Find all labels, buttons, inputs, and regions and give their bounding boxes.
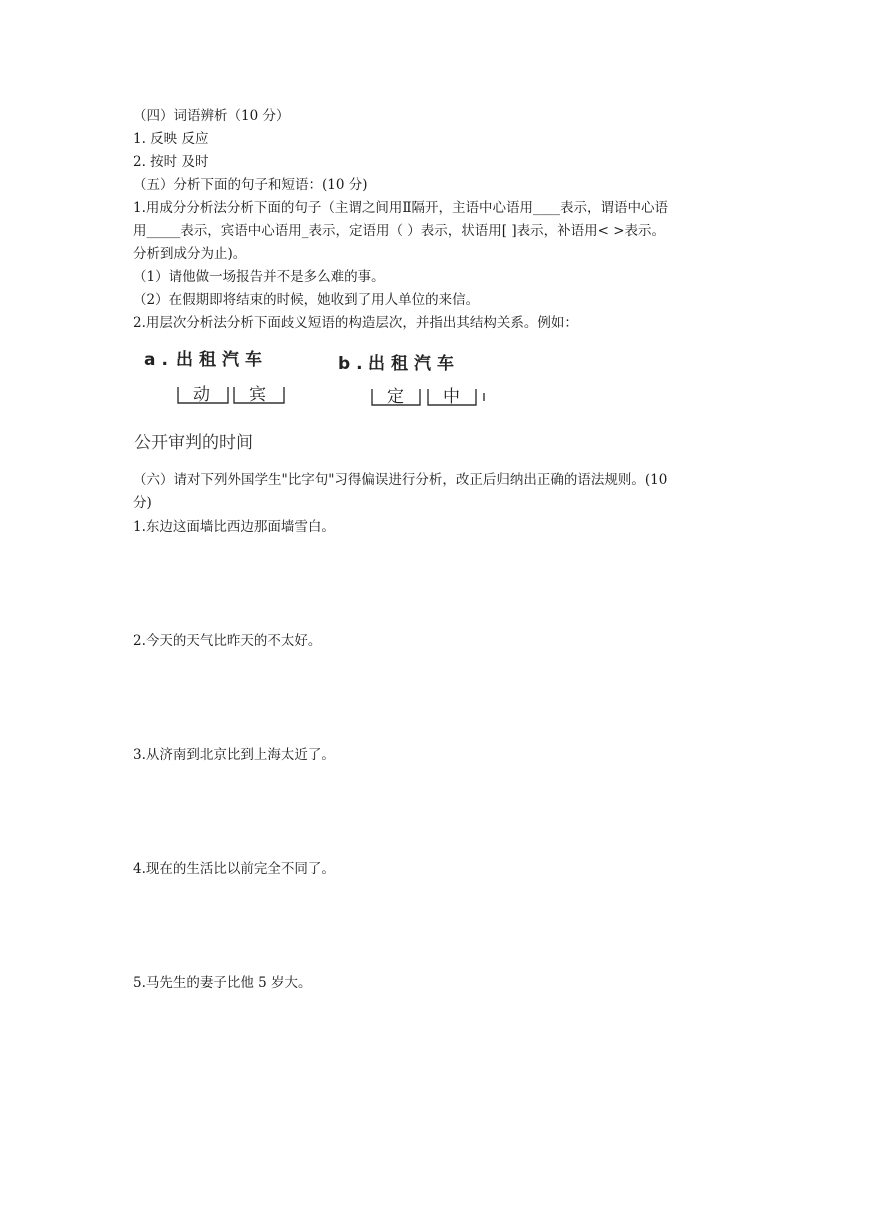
example-a-phrase: 出租汽车 (176, 350, 268, 370)
example-a-label: a. (144, 350, 174, 370)
example-b-part-2: 中 (443, 387, 460, 407)
example-a-part-2: 宾 (249, 385, 266, 405)
section4-item-2: 2. 按时 及时 (133, 154, 209, 170)
example-b-label: b. (338, 354, 369, 374)
section6-item-4: 4.现在的生活比以前完全不同了。 (133, 861, 335, 877)
example-a-part-1: 动 (193, 385, 210, 405)
sentence-1: （1）请他做一场报告并不是多么难的事。 (133, 269, 385, 285)
section4-item-1: 1. 反映 反应 (133, 131, 209, 147)
section5-title: （五）分析下面的句子和短语：(10 分) (133, 177, 368, 193)
section6-item-2: 2.今天的天气比昨天的不太好。 (133, 633, 322, 649)
example-figure (136, 343, 496, 413)
section5-q1-line1: 1.用成分分析法分析下面的句子（主谓之间用Ⅱ隔开，主语中心语用____表示，谓语中心语 (133, 200, 669, 216)
example-b-part-1: 定 (387, 387, 404, 407)
example-b-phrase: 出租汽车 (368, 354, 460, 374)
section4-title: （四）词语辨析（10 分） (133, 108, 290, 124)
section5-q1-line3: 分析到成分为止)。 (133, 246, 247, 262)
section6-item-3: 3.从济南到北京比到上海太近了。 (133, 747, 335, 763)
section6-item-1: 1.东边这面墙比西边那面墙雪白。 (133, 519, 335, 535)
section6-title-line1: （六）请对下列外国学生"比字句"习得偏误进行分析，改正后归纳出正确的语法规则。(10 (133, 472, 668, 488)
section5-q2: 2.用层次分析法分析下面歧义短语的构造层次，并指出其结构关系。例如： (133, 315, 578, 331)
section5-q1-line2: 用_____表示，宾语中心语用_表示，定语用（ ）表示，状语用[ ]表示，补语用< >表示。 (133, 223, 666, 239)
sentence-2: （2）在假期即将结束的时候，她收到了用人单位的来信。 (133, 292, 480, 308)
section6-item-5: 5.马先生的妻子比他 5 岁大。 (133, 975, 312, 991)
task-phrase: 公开审判的时间 (134, 433, 253, 453)
section6-title-line2: 分) (133, 495, 152, 511)
